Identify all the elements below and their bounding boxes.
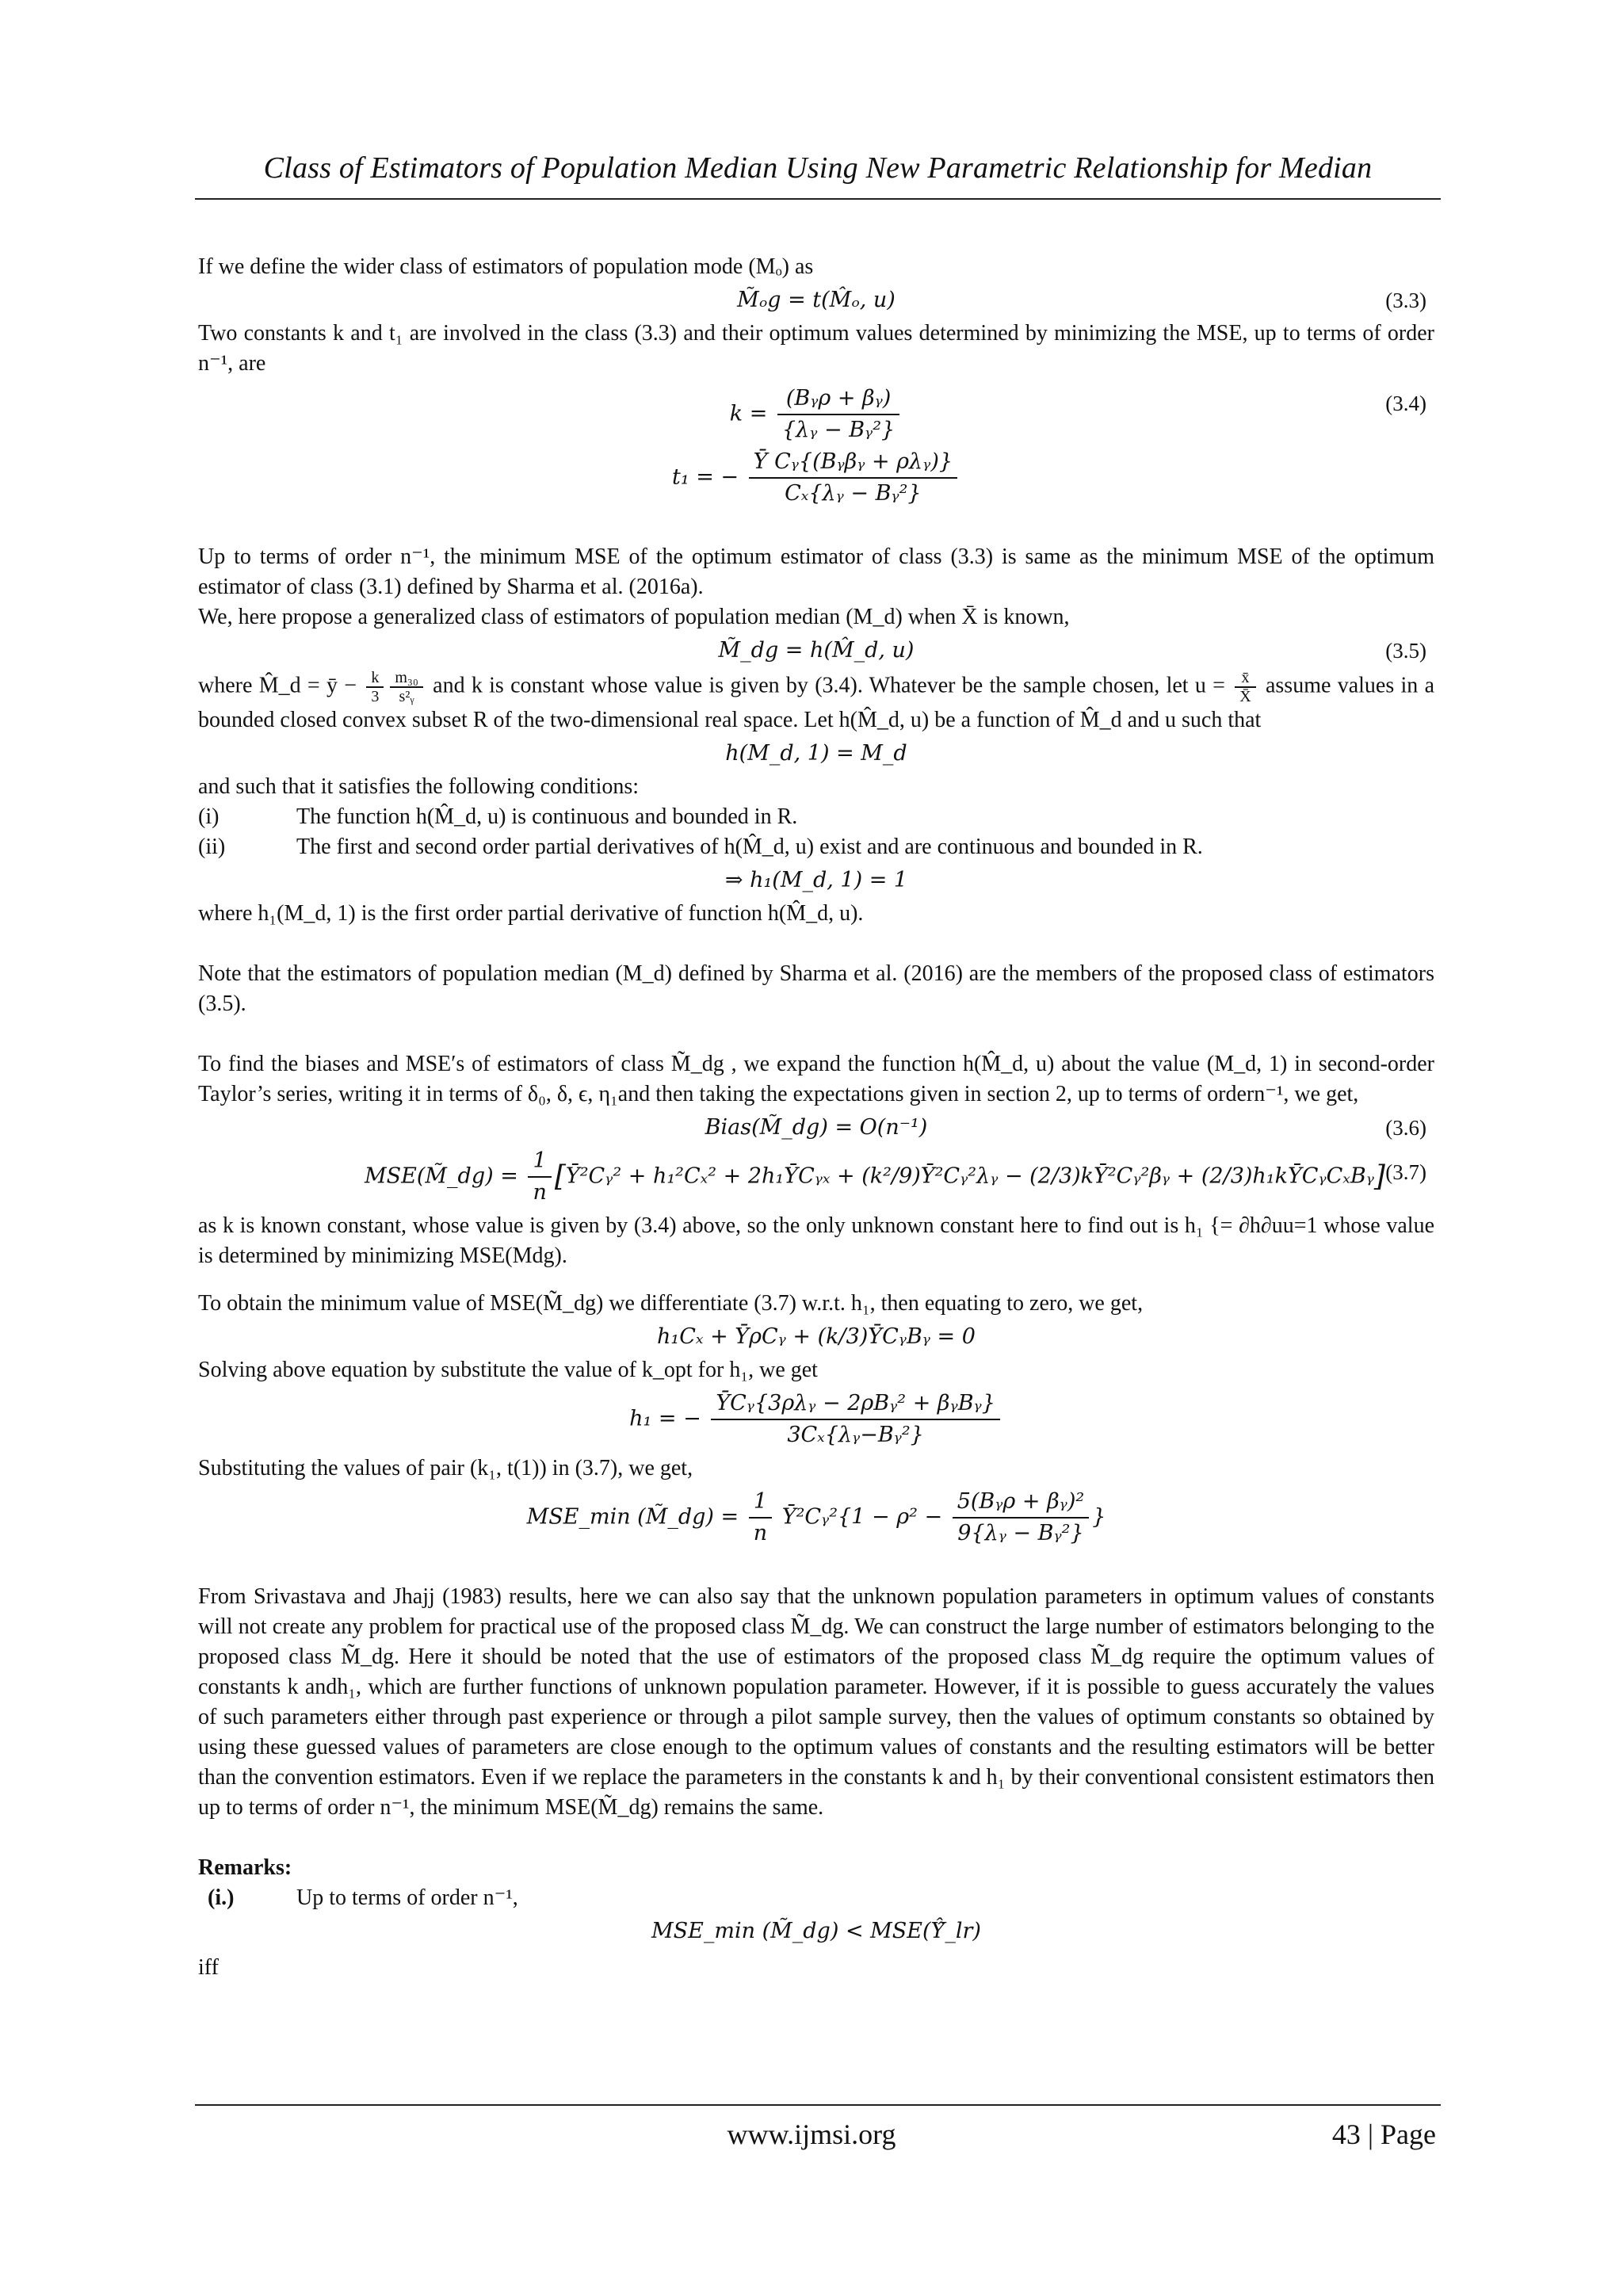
footer-page-number: 43 | Page — [1331, 2118, 1436, 2150]
remark-item-1: (i.) Up to terms of order n⁻¹, — [208, 1885, 518, 1910]
equation-mse-min: MSE_min (M̃_dg) = $\frac{1}{n}$ Ȳ²Cᵧ²{1 − ρ² − $\frac{\text{5(Bᵧρ + βᵧ)²}}{\text{9\{λᵧ − Bᵧ²\}}}$ } — [198, 1487, 1434, 1549]
equation-h-condition: h(M_d, 1) = M_d — [725, 741, 907, 766]
fraction-xbar-Xbar: $\frac{x̄}{X̄}$ — [1235, 669, 1255, 705]
fraction: $\frac{\text{Ȳ Cᵧ\{(Bᵧβᵧ + ρλᵧ)\}}}{\text{Cₓ\{λᵧ − Bᵧ²\}}}$ — [749, 447, 957, 509]
fraction: $\frac{\text{5(Bᵧρ + βᵧ)²}}{\text{9\{λᵧ − Bᵧ²\}}}$ — [953, 1487, 1090, 1549]
equation-3-3-body: M̃ₒg = t(M̂ₒ, u) — [737, 288, 896, 312]
footer-rule — [195, 2104, 1441, 2106]
fraction-m30-s2: $\frac{\text{m₃₀}}{\text{s²ᵧ}}$ — [390, 669, 423, 705]
iff-text: iff — [198, 1955, 219, 1980]
paragraph-unknown-constant: as k is known constant, whose value is given by (3.4) above, so the only unknown constant here to find out is h₁ {= ∂h∂uu=1 whose value is determined by minimizing MSE(Mdg). — [198, 1213, 1434, 1268]
equation-derivative: h₁Cₓ + ȲρCᵧ + (k/3)ȲCᵧBᵧ = 0 — [657, 1324, 976, 1349]
paragraph-constants: Two constants k and t₁ are involved in the class (3.3) and their optimum values determined by minimizing the MSE, up to terms of order n⁻¹, are — [198, 321, 1434, 376]
paragraph-substituting: Substituting the values of pair (k₁, t(1)) in (3.7), we get, — [198, 1456, 693, 1480]
paragraph-conditions: and such that it satisfies the following conditions: — [198, 774, 640, 799]
equation-h1-optimum: h₁ = − $\frac{\text{ȲCᵧ\{3ρλᵧ − 2ρBᵧ² + βᵧBᵧ\}}}{\text{3Cₓ\{λᵧ−Bᵧ²\}}}$ — [198, 1389, 1434, 1450]
equation-number-3-3: (3.3) — [1385, 288, 1426, 312]
fraction: $\frac{\text{(Bᵧρ + βᵧ)}}{\text{\{λᵧ − Bᵧ²\}}}$ — [777, 384, 899, 445]
equation-3-4 — [198, 384, 1434, 509]
equation-number-3-6: (3.6) — [1385, 1116, 1426, 1140]
running-header: Class of Estimators of Population Median Using New Parametric Relationship for Median — [263, 151, 1373, 185]
equation-h1: ⇒ h₁(M_d, 1) = 1 — [724, 868, 908, 892]
paragraph-note: Note that the estimators of population median (M_d) defined by Sharma et al. (2016) are the members of the proposed class of estimators (3.5). — [198, 961, 1434, 1016]
paragraph-minimum-mse: Up to terms of order n⁻¹, the minimum MSE of the optimum estimator of class (3.3) is same as the minimum MSE of the optimum estimator of class (3.1) defined by Sharma et al. (2016a). — [198, 544, 1434, 599]
paragraph-proposal: We, here propose a generalized class of estimators of population median (M_d) when X̄ is known, — [198, 605, 1070, 629]
fraction: $\frac{\text{ȲCᵧ\{3ρλᵧ − 2ρBᵧ² + βᵧBᵧ\}}}{\text{3Cₓ\{λᵧ−Bᵧ²\}}}$ — [711, 1389, 1000, 1450]
equation-3-6-body: Bias(M̃_dg) = O(n⁻¹) — [705, 1115, 928, 1140]
equation-3-7: MSE(M̃_dg) = $\frac{1}{n}$ [Ȳ²Cᵧ² + h₁²Cₓ² + 2h₁ȲCᵧₓ + (k²/9)Ȳ²Cᵧ²λᵧ − (2/3)kȲ²Cᵧ²βᵧ + (2/3)h₁kȲCᵧCₓBᵧ] (3.7) — [198, 1146, 1434, 1208]
paragraph-h1-definition: where h₁(M_d, 1) is the first order partial derivative of function h(M̂_d, u). — [198, 901, 864, 926]
equation-3-4-t1: t₁ = − $\frac{\text{Ȳ Cᵧ\{(Bᵧβᵧ + ρλᵧ)\}}}{\text{Cₓ\{λᵧ − Bᵧ²\}}}$ — [198, 447, 1434, 509]
equation-3-5 — [198, 636, 1434, 666]
equation-3-3 — [198, 285, 1434, 315]
condition-item-1: (i) The function h(M̂_d, u) is continuous and bounded in R. — [198, 804, 798, 829]
fraction-1-n: $\frac{1}{n}$ — [749, 1487, 772, 1549]
equation-number-3-5: (3.5) — [1385, 639, 1426, 663]
paragraph-biases: To find the biases and MSE′s of estimators of class M̃_dg , we expand the function h(M̂_d, u) about the value (M_d, 1) in second-order Taylor’s series, writing it in terms of δ₀, δ, ϵ, η₁and then taking the expectations given in section 2, up to terms of ordern⁻¹, we get, — [198, 1052, 1434, 1106]
equation-remark: MSE_min (M̃_dg) < MSE(Ŷ̂_lr) — [651, 1919, 981, 1943]
paragraph-intro: If we define the wider class of estimators of population mode (Mₒ) as — [198, 254, 814, 279]
equation-number-3-7: (3.7) — [1385, 1160, 1426, 1184]
fraction-1-n: $\frac{1}{n}$ — [528, 1146, 551, 1208]
equation-3-4-k: k = $\frac{\text{(Bᵧρ + βᵧ)}}{\text{\{λᵧ − Bᵧ²\}}}$ — [198, 384, 1434, 445]
header-rule — [195, 198, 1441, 200]
remarks-heading: Remarks: — [198, 1855, 292, 1880]
equation-3-5-body: M̃_dg = h(M̂_d, u) — [718, 638, 915, 663]
condition-item-2: (ii) The first and second order partial derivatives of h(M̂_d, u) exist and are continuous and bounded in R. — [198, 835, 1203, 859]
equation-number-3-4: (3.4) — [1385, 392, 1426, 415]
paragraph-where: where M̂_d = ȳ − $\frac{k}{3}$ $\frac{\text{m₃₀}}{\text{s²ᵧ}}$ and k is constant whose value is given by (3.4). Whatever be the sample chosen, let u = $\frac{x̄}{X̄}$ assume values in a bounded closed convex subset R of the two-dimensional real space. Let h(M̂_d, u) be a function of M̂_d and u such that — [198, 669, 1435, 732]
footer-url: www.ijmsi.org — [727, 2118, 896, 2150]
main-text — [198, 252, 1434, 1983]
fraction-k-3: $\frac{k}{3}$ — [366, 669, 384, 705]
paragraph-srivastava-jhajj: From Srivastava and Jhajj (1983) results, here we can also say that the unknown population parameters in optimum values of constants will not create any problem for practical use of the proposed class M̃_dg. We can construct the large number of estimators belonging to the proposed class M̃_dg. Here it should be noted that the use of estimators of the proposed class M̃_dg require the optimum values of constants k andh₁, which are further functions of unknown population parameter. However, if it is possible to guess accurately the values of such parameters either through past experience or through a pilot sample survey, then the values of optimum constants so obtained by using these guessed values of parameters are close enough to the optimum values of constants and the resulting estimators will be better than the convention estimators. Even if we replace the parameters in the constants k and h₁ by their conventional consistent estimators then up to terms of order n⁻¹, the minimum MSE(M̃_dg) remains the same. — [198, 1584, 1434, 1820]
paragraph-minimization: To obtain the minimum value of MSE(M̃_dg) we differentiate (3.7) w.r.t. h₁, then equating to zero, we get, — [198, 1291, 1144, 1316]
equation-3-6 — [198, 1113, 1434, 1143]
paragraph-solving: Solving above equation by substitute the value of k_opt for h₁, we get — [198, 1358, 818, 1382]
